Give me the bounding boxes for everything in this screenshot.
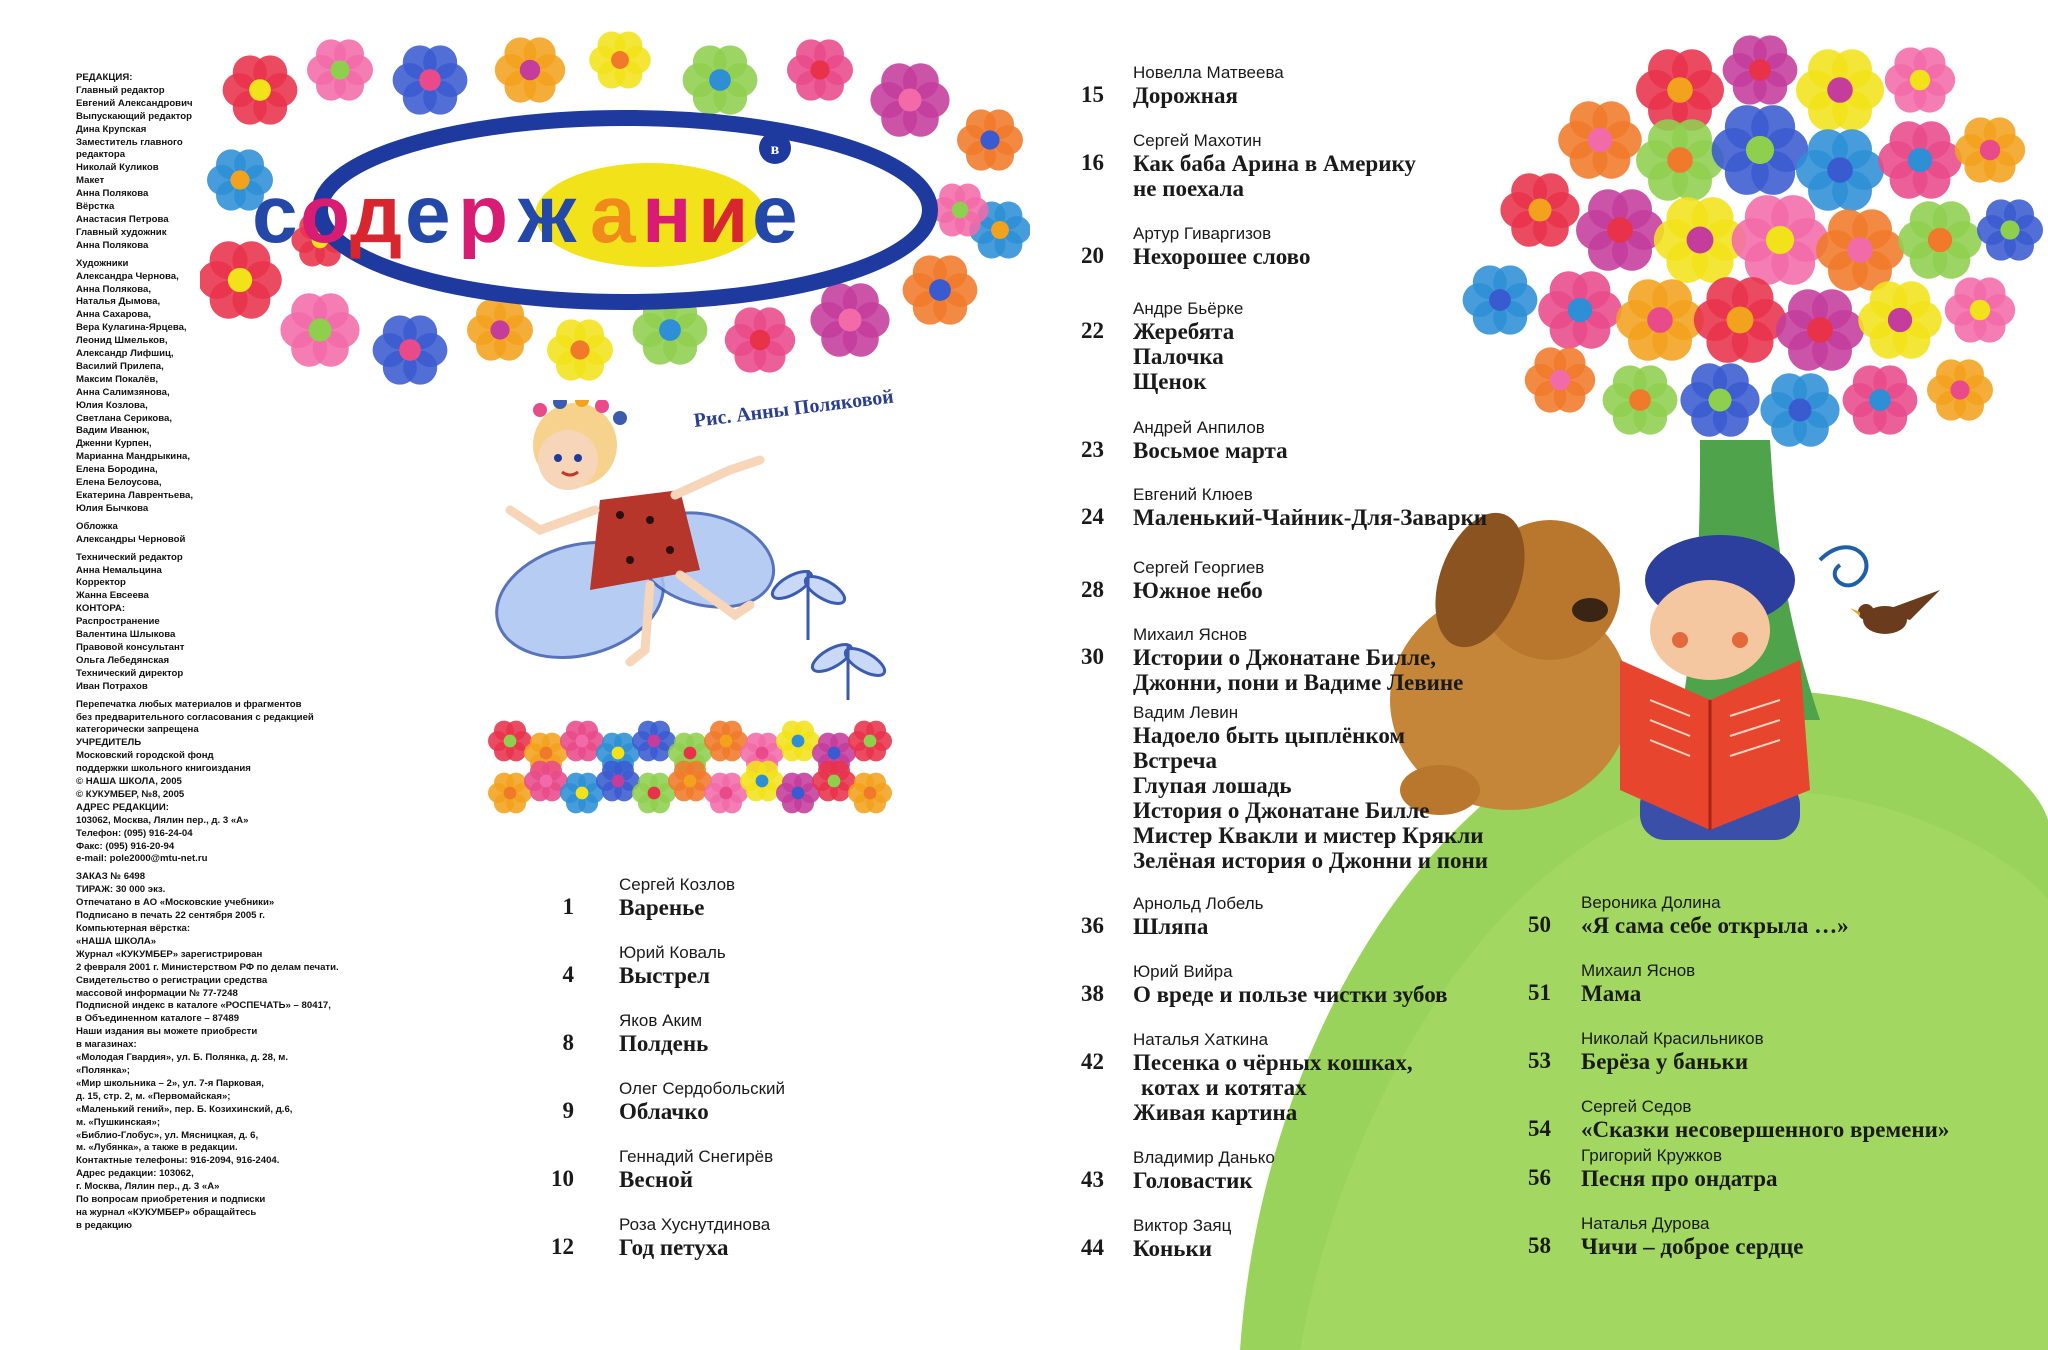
imprint-line: Юлия Бычкова (76, 502, 149, 514)
toc-entry[interactable] (1581, 1097, 1949, 1142)
foliage-flower (1694, 277, 1786, 363)
imprint-line: «Полянка»; (76, 1064, 131, 1076)
toc-page-number: 36 (1081, 913, 1104, 938)
imprint-line: Ольга Лебедянская (76, 654, 170, 666)
imprint-line: КОНТОРА: (76, 603, 126, 615)
title-letter: р (458, 169, 509, 260)
title-letter: е (405, 169, 451, 260)
toc-title: Джонни, пони и Вадиме Левине (1133, 670, 1464, 695)
imprint-line: Наталья Дымова, (76, 296, 161, 308)
imprint-line: Анна Салимзянова, (76, 386, 170, 398)
foliage-flower (1525, 347, 1595, 412)
foliage-flower (1463, 265, 1538, 334)
toc-author: Сергей Махотин (1133, 131, 1262, 150)
toc-title: Весной (619, 1167, 694, 1192)
flower-decoration (393, 45, 468, 114)
toc-entry[interactable] (1133, 485, 1487, 530)
flower-decoration (547, 319, 613, 380)
foliage-flower (1776, 289, 1864, 371)
imprint-line: Николай Куликов (76, 162, 159, 174)
toc-title: Полдень (619, 1031, 709, 1056)
imprint-line: Главный редактор (76, 84, 165, 96)
imprint-line: Макет (76, 175, 105, 187)
imprint-line: Корректор (76, 577, 126, 589)
toc-entry[interactable] (1581, 1146, 1778, 1191)
toc-title: «Сказки несовершенного времени» (1581, 1117, 1950, 1142)
imprint-line: «Маленький гений», пер. Б. Козихинский, д.6, (76, 1103, 293, 1115)
imprint-line: Евгений Александрович (76, 97, 193, 109)
imprint-line: ТИРАЖ: 30 000 экз. (76, 884, 166, 896)
toc-entry[interactable] (619, 875, 735, 920)
imprint-line: редактора (76, 149, 126, 161)
toc-entry[interactable] (619, 1079, 785, 1124)
toc-entry[interactable] (1581, 961, 1695, 1006)
imprint-line: Екатерина Лаврентьева, (76, 490, 194, 501)
toc-page-number: 12 (551, 1234, 574, 1259)
foliage-flower (1538, 271, 1622, 348)
imprint-line: Художники (76, 257, 129, 269)
toc-entry[interactable] (1133, 1216, 1231, 1261)
toc-entry[interactable] (1133, 299, 1243, 394)
imprint-line: e-mail: pole2000@mtu-net.ru (76, 853, 208, 865)
toc-page-number: 38 (1081, 981, 1104, 1006)
toc-page-number: 43 (1081, 1167, 1104, 1192)
toc-title: Нехорошее слово (1133, 244, 1311, 269)
foliage-flower (1858, 281, 1942, 358)
imprint-line: «НАША ШКОЛА» (76, 935, 157, 947)
flower-decoration (589, 31, 651, 88)
toc-title: Южное небо (1133, 578, 1263, 603)
toc-title: Выстрел (619, 963, 710, 988)
imprint-line: Отпечатано в АО «Московские учебники» (76, 897, 275, 909)
imprint-line: Анна Немальцина (76, 564, 162, 576)
toc-author: Виктор Заяц (1133, 1216, 1232, 1235)
imprint-line: Жанна Евсеева (76, 590, 149, 602)
toc-entry[interactable] (1133, 703, 1488, 873)
toc-author: Олег Сердобольский (619, 1079, 786, 1098)
title-letter: д (350, 169, 403, 260)
toc-title: «Я сама себе открыла …» (1581, 913, 1849, 938)
toc-entry[interactable] (1133, 625, 1463, 695)
toc-entry[interactable] (619, 1215, 770, 1260)
imprint-line: Свидетельство о регистрации средства (76, 974, 268, 986)
foliage-flower (1796, 49, 1884, 131)
toc-title: Жеребята (1133, 319, 1235, 344)
toc-page-number: 16 (1081, 150, 1104, 175)
flower-decoration (787, 39, 853, 100)
toc-title: История о Джонатане Билле (1133, 798, 1430, 823)
imprint-line: Дина Крупская (76, 123, 147, 135)
toc-page-number: 28 (1081, 577, 1104, 602)
title-letter: ж (518, 169, 577, 260)
toc-author: Сергей Георгиев (1133, 558, 1265, 577)
imprint-line: Юлия Козлова, (76, 399, 148, 411)
foliage-flower (1816, 209, 1904, 291)
imprint-line: Марианна Мандрыкина, (76, 451, 191, 463)
imprint-line: Александры Черновой (76, 533, 186, 545)
foliage-flower (1680, 363, 1759, 436)
toc-entry[interactable] (619, 1147, 773, 1192)
imprint-line: г. Москва, Лялин пер., д. 3 «А» (76, 1181, 220, 1193)
toc-entry[interactable] (1133, 418, 1288, 463)
toc-entry[interactable] (1133, 1148, 1275, 1193)
imprint-line: Максим Покалёв, (76, 373, 159, 385)
toc-author: Роза Хуснутдинова (619, 1215, 771, 1234)
foliage-flower (1878, 121, 1962, 198)
toc-page-number: 44 (1081, 1235, 1104, 1260)
toc-title: Год петуха (619, 1235, 729, 1260)
toc-title: Щенок (1133, 369, 1207, 394)
imprint-line: Анна Сахарова, (76, 309, 152, 321)
toc-author: Юрий Коваль (619, 943, 726, 962)
toc-page-number: 56 (1528, 1165, 1551, 1190)
foliage-flower (1558, 101, 1642, 178)
foliage-flower (1843, 365, 1918, 434)
bird-illustration (1850, 590, 1940, 634)
toc-title: Зелёная история о Джонни и пони (1133, 848, 1489, 873)
toc-page-number: 4 (562, 962, 574, 987)
imprint-line: Елена Бородина, (76, 464, 158, 476)
toc-author: Вероника Долина (1581, 893, 1721, 912)
toc-entry[interactable] (1133, 224, 1310, 269)
imprint-line: Главный художник (76, 226, 167, 238)
toc-author: Яков Аким (619, 1011, 703, 1030)
foliage-flower (1500, 173, 1579, 246)
imprint-line: Светлана Серикова, (76, 412, 173, 424)
toc-title: Песенка о чёрных кошках, (1133, 1050, 1413, 1075)
toc-author: Наталья Хаткина (1133, 1030, 1269, 1049)
imprint-line: 2 февраля 2001 г. Министерством РФ по делам печати. (76, 961, 339, 973)
foliage-flower (1712, 105, 1809, 195)
imprint-line: д. 15, стр. 2, м. «Первомайская»; (76, 1090, 231, 1102)
flower-decoration (373, 315, 448, 384)
toc-entry[interactable] (1133, 558, 1264, 603)
imprint-line: м. «Пушкинская»; (76, 1116, 161, 1128)
toc-entry[interactable] (1581, 1029, 1764, 1074)
imprint-line: Вера Кулагина-Ярцева, (76, 322, 187, 334)
imprint-line: Иван Потрахов (76, 680, 148, 692)
toc-entry[interactable] (1581, 1214, 1804, 1259)
toc-entry[interactable] (1133, 131, 1416, 201)
imprint-line: Анна Полякова, (76, 283, 152, 295)
imprint-line: м. «Лубянка», а также в редакции. (76, 1142, 238, 1154)
imprint-line: Телефон: (095) 916-24-04 (76, 827, 193, 839)
foliage-flower (1885, 47, 1955, 112)
imprint-line: РЕДАКЦИЯ: (76, 72, 133, 83)
magazine-imprint (76, 72, 376, 1233)
imprint-line: Факс: (095) 916-20-94 (76, 840, 175, 852)
toc-author: Артур Гиваргизов (1133, 224, 1272, 243)
imprint-line: Обложка (76, 520, 118, 532)
imprint-line: Елена Белоусова, (76, 477, 162, 489)
toc-page-number: 58 (1528, 1233, 1551, 1258)
toc-author: Арнольд Лобель (1133, 894, 1264, 913)
toc-author: Николай Красильников (1581, 1029, 1764, 1048)
imprint-line: Подписано в печать 22 сентября 2005 г. (76, 910, 265, 922)
toc-entry[interactable] (619, 1011, 708, 1056)
toc-entry[interactable] (1133, 894, 1264, 939)
toc-author: Новелла Матвеева (1133, 63, 1284, 82)
imprint-line: Вёрстка (76, 201, 115, 213)
title-letter: е (752, 169, 798, 260)
foliage-flower (1955, 117, 2025, 182)
toc-title: Мама (1581, 981, 1642, 1006)
foliage-flower (1927, 359, 1993, 420)
toc-title: Облачко (619, 1099, 709, 1124)
toc-page-number: 30 (1081, 644, 1104, 669)
toc-title: Мистер Квакли и мистер Крякли (1133, 823, 1484, 848)
title-letter: н (642, 169, 692, 260)
imprint-line: Московский городской фонд (76, 750, 214, 762)
toc-page-number: 1 (562, 894, 574, 919)
toc-page-number: 9 (562, 1098, 574, 1123)
toc-title: Песня про ондатра (1581, 1166, 1778, 1191)
imprint-line: © КУКУМБЕР, №8, 2005 (76, 788, 185, 800)
toc-author: Михаил Яснов (1581, 961, 1696, 980)
toc-page-number: 42 (1081, 1049, 1104, 1074)
imprint-line: Технический редактор (76, 551, 183, 563)
flower-decoration (683, 45, 758, 114)
toc-title: Восьмое марта (1133, 438, 1288, 463)
imprint-line: Технический директор (76, 667, 184, 679)
toc-title: Истории о Джонатане Билле, (1133, 645, 1436, 670)
imprint-line: без предварительного согласования с редакцией (76, 711, 314, 723)
foliage-flower (1945, 277, 2015, 342)
toc-title: не поехала (1133, 176, 1245, 201)
toc-page-number: 15 (1081, 82, 1104, 107)
imprint-line: Александр Лифшиц, (76, 348, 174, 360)
imprint-line: Адрес редакции: 103062, (76, 1168, 194, 1180)
imprint-line: на журнал «КУКУМБЕР» обращайтесь (76, 1206, 257, 1218)
foliage-flower (1636, 119, 1724, 201)
imprint-line: Журнал «КУКУМБЕР» зарегистрирован (76, 948, 263, 960)
imprint-line: массовой информации № 77-7248 (76, 987, 238, 999)
toc-page-number: 8 (562, 1030, 574, 1055)
flower-decoration (903, 255, 978, 324)
fairy-illustration (470, 400, 930, 830)
imprint-line: Наши издания вы можете приобрести (76, 1026, 258, 1038)
imprint-line: Контактные телефоны: 916-2094, 916-2404. (76, 1155, 280, 1167)
toc-title: Головастик (1133, 1168, 1253, 1193)
toc-author: Григорий Кружков (1581, 1146, 1722, 1165)
imprint-line: в Объединенном каталоге – 87489 (76, 1013, 240, 1025)
imprint-line: Правовой консультант (76, 641, 185, 653)
toc-title: О вреде и пользе чистки зубов (1133, 982, 1448, 1007)
foliage-flower (1898, 201, 1982, 278)
toc-entry[interactable] (1133, 1030, 1413, 1125)
toc-page-number: 51 (1528, 980, 1551, 1005)
illustration-credit: Рис. Анны Поляковой (692, 385, 895, 432)
imprint-line: Леонид Шмельков, (76, 335, 168, 347)
toc-entry[interactable] (619, 943, 726, 988)
imprint-line: Перепечатка любых материалов и фрагментов (76, 698, 302, 710)
toc-page-number: 54 (1528, 1116, 1551, 1141)
toc-title: Палочка (1133, 344, 1224, 369)
toc-title: Варенье (619, 895, 705, 920)
toc-author: Михаил Яснов (1133, 625, 1248, 644)
toc-entry[interactable] (1133, 962, 1448, 1007)
flower-decoration (495, 37, 565, 102)
toc-title: Надоело быть цыплёнком (1133, 723, 1406, 748)
toc-author: Евгений Клюев (1133, 485, 1253, 504)
toc-title: Глупая лошадь (1133, 773, 1292, 798)
toc-author: Наталья Дурова (1581, 1214, 1710, 1233)
toc-author: Владимир Данько (1133, 1148, 1275, 1167)
title-letter: и (698, 169, 749, 260)
imprint-line: Валентина Шлыкова (76, 629, 176, 641)
toc-title: Чичи – доброе сердце (1581, 1234, 1804, 1259)
imprint-line: Компьютерная вёрстка: (76, 923, 191, 934)
imprint-line: Выпускающий редактор (76, 110, 192, 122)
imprint-line: Александра Чернова, (76, 270, 179, 282)
imprint-line: Анна Полякова (76, 239, 149, 251)
toc-author: Сергей Седов (1581, 1097, 1692, 1116)
toc-title: Берёза у баньки (1581, 1049, 1749, 1074)
toc-page-number: 24 (1081, 504, 1104, 529)
title-letter: а (590, 169, 636, 260)
toc-page-number: 20 (1081, 243, 1104, 268)
imprint-line: 103062, Москва, Лялин пер., д. 3 «А» (76, 814, 249, 826)
imprint-line: АДРЕС РЕДАКЦИИ: (76, 801, 169, 813)
toc-title: Маленький-Чайник-Для-Заварки (1133, 505, 1488, 530)
imprint-line: Дженни Курпен, (76, 438, 152, 450)
foliage-flower (1796, 129, 1884, 211)
flower-decoration (870, 63, 949, 136)
foliage-flower (1616, 279, 1704, 361)
foliage-flower (1603, 365, 1678, 434)
toc-entry[interactable] (1581, 893, 1849, 938)
foliage-flower (1760, 373, 1839, 446)
imprint-line: Василий Прилепа, (76, 360, 164, 372)
flower-decoration (725, 307, 795, 372)
imprint-line: По вопросам приобретения и подписки (76, 1194, 266, 1206)
imprint-line: Вадим Иванюк, (76, 425, 150, 437)
imprint-line: «Молодая Гвардия», ул. Б. Полянка, д. 28, м. (76, 1052, 289, 1064)
toc-author: Андре Бьёрке (1133, 299, 1244, 318)
toc-author: Вадим Левин (1133, 703, 1239, 722)
imprint-line: ЗАКАЗ № 6498 (76, 871, 146, 883)
flower-decoration (467, 299, 533, 360)
issue-badge-label: в (770, 141, 780, 158)
toc-page-number: 50 (1528, 912, 1551, 937)
title-letter: с (252, 169, 298, 260)
toc-title: Встреча (1133, 748, 1218, 773)
imprint-line: УЧРЕДИТЕЛЬ (76, 737, 142, 749)
toc-page-number: 22 (1081, 318, 1104, 343)
imprint-line: Анна Полякова (76, 188, 149, 200)
imprint-line: «Мир школьника – 2», ул. 7-я Парковая, (76, 1077, 264, 1089)
toc-entry[interactable] (1133, 63, 1284, 108)
toc-author: Андрей Анпилов (1133, 418, 1265, 437)
imprint-line: Распространение (76, 616, 160, 628)
toc-title: Коньки (1133, 1236, 1212, 1261)
imprint-line: категорически запрещена (76, 724, 199, 736)
imprint-line: поддержки школьного книгоиздания (76, 763, 251, 775)
flower-decoration (810, 283, 889, 356)
toc-title: Шляпа (1133, 914, 1209, 939)
flower-decoration (957, 109, 1023, 170)
toc-page-number: 23 (1081, 437, 1104, 462)
imprint-line: «Библио-Глобус», ул. Мясницкая, д. 6, (76, 1129, 259, 1141)
imprint-line: в магазинах: (76, 1039, 137, 1051)
imprint-line: © НАША ШКОЛА, 2005 (76, 776, 182, 788)
imprint-line: Заместитель главного (76, 136, 183, 148)
foliage-flower (1723, 35, 1798, 104)
title-letter: о (300, 169, 351, 260)
imprint-line: Подписной индекс в каталоге «РОСПЕЧАТЬ» – 80417, (76, 1000, 331, 1012)
toc-author: Сергей Козлов (619, 875, 736, 894)
toc-author: Юрий Вийра (1133, 962, 1233, 981)
imprint-line: в редакцию (76, 1219, 132, 1231)
toc-title: Как баба Арина в Америку (1133, 151, 1416, 176)
foliage-flower (1576, 189, 1664, 271)
imprint-line: Анастасия Петрова (76, 213, 169, 225)
foliage-flower (1732, 195, 1829, 285)
toc-page-number: 10 (551, 1166, 574, 1191)
toc-title: котах и котятах (1141, 1075, 1307, 1100)
foliage-flower (1977, 199, 2043, 260)
toc-title: Живая картина (1133, 1100, 1298, 1125)
toc-page-number: 53 (1528, 1048, 1551, 1073)
toc-author: Геннадий Снегирёв (619, 1147, 774, 1166)
toc-title: Дорожная (1133, 83, 1238, 108)
foliage-flower (1636, 49, 1724, 131)
